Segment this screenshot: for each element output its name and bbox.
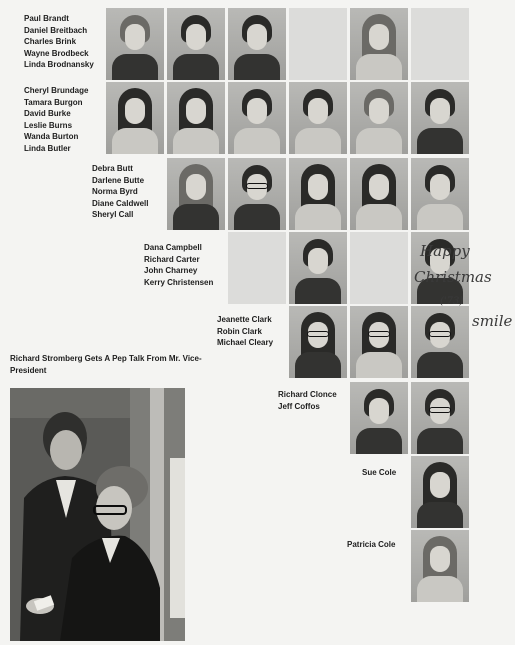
blank-portrait-slot	[289, 8, 347, 80]
student-portrait	[167, 158, 225, 230]
name-group-3	[92, 163, 148, 221]
student-name: Cheryl Brundage	[24, 86, 89, 95]
signature-line: Christmas	[414, 268, 492, 286]
student-name: Wanda Burton	[24, 132, 79, 142]
student-portrait	[289, 82, 347, 154]
student-name: Robin Clark	[217, 326, 262, 336]
name-group-1	[24, 13, 94, 71]
name-group-8	[347, 539, 395, 551]
student-portrait	[228, 82, 286, 154]
blank-portrait-slot	[411, 8, 469, 80]
student-portrait	[289, 232, 347, 304]
student-name: Linda Brodnansky	[24, 60, 94, 70]
signature-line: smile	[472, 312, 513, 330]
student-name: Diane Caldwell	[92, 198, 149, 208]
student-name: Michael Cleary	[217, 338, 274, 348]
student-name: Charles Brink	[24, 37, 77, 47]
student-name: Linda Butler	[24, 143, 71, 153]
student-name: Daniel Breitbach	[24, 25, 88, 35]
student-portrait	[411, 82, 469, 154]
signature-line: Happy	[420, 242, 470, 260]
handwritten-signature	[412, 238, 515, 338]
student-portrait	[167, 8, 225, 80]
student-name: Kerry Christensen	[144, 277, 214, 287]
student-portrait	[106, 82, 164, 154]
student-name: Sheryl Call	[92, 210, 134, 220]
student-portrait	[228, 8, 286, 80]
student-name: Jeanette Clark	[217, 315, 272, 324]
student-name: David Burke	[24, 109, 71, 119]
student-portrait	[411, 456, 469, 528]
student-portrait	[106, 8, 164, 80]
student-name: Wayne Brodbeck	[24, 48, 89, 58]
student-portrait	[350, 8, 408, 80]
name-group-7	[362, 467, 396, 479]
student-portrait	[350, 306, 408, 378]
name-group-6	[278, 389, 337, 412]
student-portrait	[350, 158, 408, 230]
student-portrait	[350, 382, 408, 454]
student-portrait	[289, 158, 347, 230]
student-portrait	[411, 382, 469, 454]
signature-line: ('73)	[440, 296, 464, 307]
student-name: Patricia Cole	[347, 540, 396, 549]
student-name: Richard Carter	[144, 254, 200, 264]
student-portrait	[289, 306, 347, 378]
student-name: Paul Brandt	[24, 14, 69, 23]
student-name: Sue Cole	[362, 468, 397, 477]
blank-portrait-slot	[228, 232, 286, 304]
student-name: Norma Byrd	[92, 187, 138, 197]
name-group-4	[144, 242, 213, 288]
student-portrait	[411, 530, 469, 602]
name-group-2	[24, 85, 88, 155]
student-name: Leslie Burns	[24, 120, 73, 130]
student-name: Dana Campbell	[144, 243, 202, 252]
name-group-5	[217, 314, 273, 349]
student-portrait	[350, 82, 408, 154]
student-name: Richard Clonce	[278, 390, 337, 399]
blank-portrait-slot	[350, 232, 408, 304]
candid-photo-caption: Richard Stromberg Gets A Pep Talk From Mr. Vice-President	[10, 354, 202, 375]
candid-photo	[10, 388, 185, 641]
student-name: Debra Butt	[92, 164, 133, 173]
student-name: John Charney	[144, 266, 198, 276]
student-portrait	[411, 158, 469, 230]
student-name: Jeff Coffos	[278, 401, 320, 411]
student-portrait	[228, 158, 286, 230]
student-name: Darlene Butte	[92, 175, 145, 185]
student-portrait	[167, 82, 225, 154]
student-name: Tamara Burgon	[24, 97, 83, 107]
